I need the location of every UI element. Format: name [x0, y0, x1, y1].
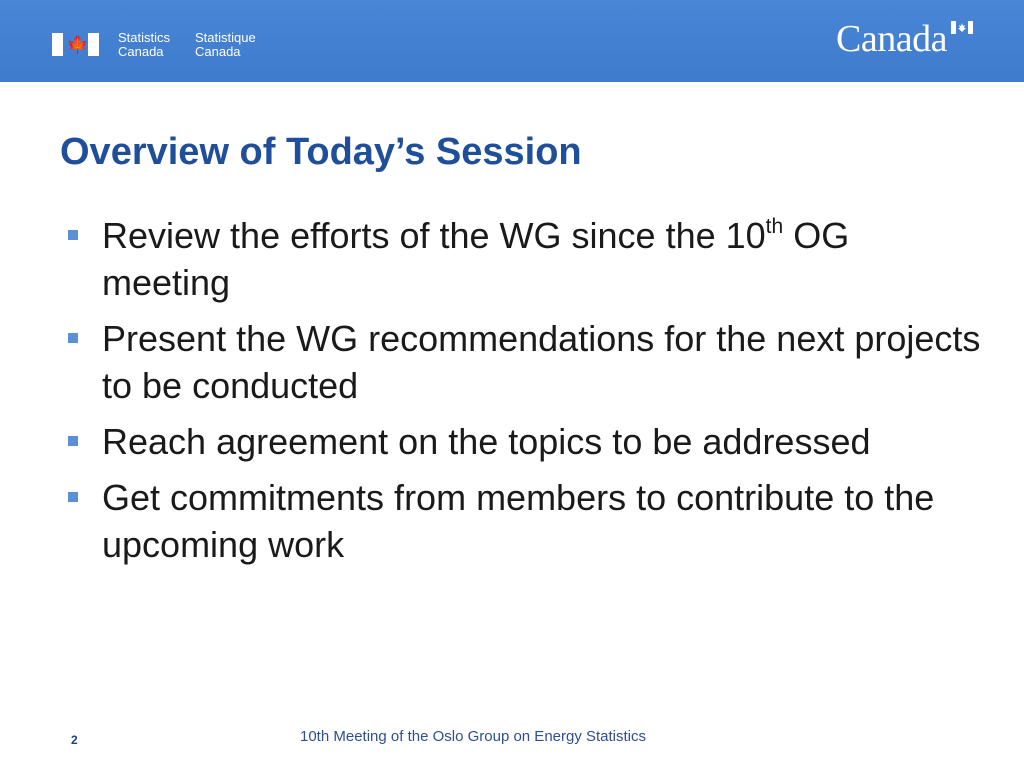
wordmark-flag-icon — [951, 21, 973, 34]
page-number: 2 — [71, 733, 78, 747]
footer-text: 10th Meeting of the Oslo Group on Energy Statistics — [300, 728, 647, 745]
bullet-item — [66, 212, 986, 306]
org-en-line1: Statistics — [118, 30, 171, 45]
bullet-list — [66, 212, 986, 577]
bullet-square-icon — [68, 230, 78, 240]
bullet-square-icon — [68, 333, 78, 343]
org-fr-line1: Statistique — [195, 30, 256, 45]
org-name-french — [195, 31, 256, 59]
bullet-text: Reach agreement on the topics to be addressed — [102, 421, 871, 462]
canada-flag-icon: 🍁 — [52, 33, 99, 56]
org-name-english — [118, 31, 170, 59]
bullet-text: Get commitments from members to contribute to the upcoming work — [102, 477, 935, 565]
bullet-item — [66, 315, 986, 409]
bullet-text: Review the efforts of the WG since the 10 — [102, 215, 766, 256]
org-fr-line2: Canada — [195, 44, 241, 59]
bullet-item — [66, 418, 986, 465]
canada-wordmark: Canada — [836, 18, 947, 60]
bullet-item — [66, 474, 986, 568]
bullet-square-icon — [68, 436, 78, 446]
bullet-text-continued: OG meeting — [102, 215, 850, 303]
ordinal-superscript: th — [765, 215, 784, 238]
bullet-square-icon — [68, 492, 78, 502]
org-en-line2: Canada — [118, 44, 164, 59]
bullet-text: Present the WG recommendations for the next projects to be conducted — [102, 318, 981, 406]
header-banner — [0, 0, 1024, 82]
slide-title: Overview of Today’s Session — [60, 131, 582, 173]
